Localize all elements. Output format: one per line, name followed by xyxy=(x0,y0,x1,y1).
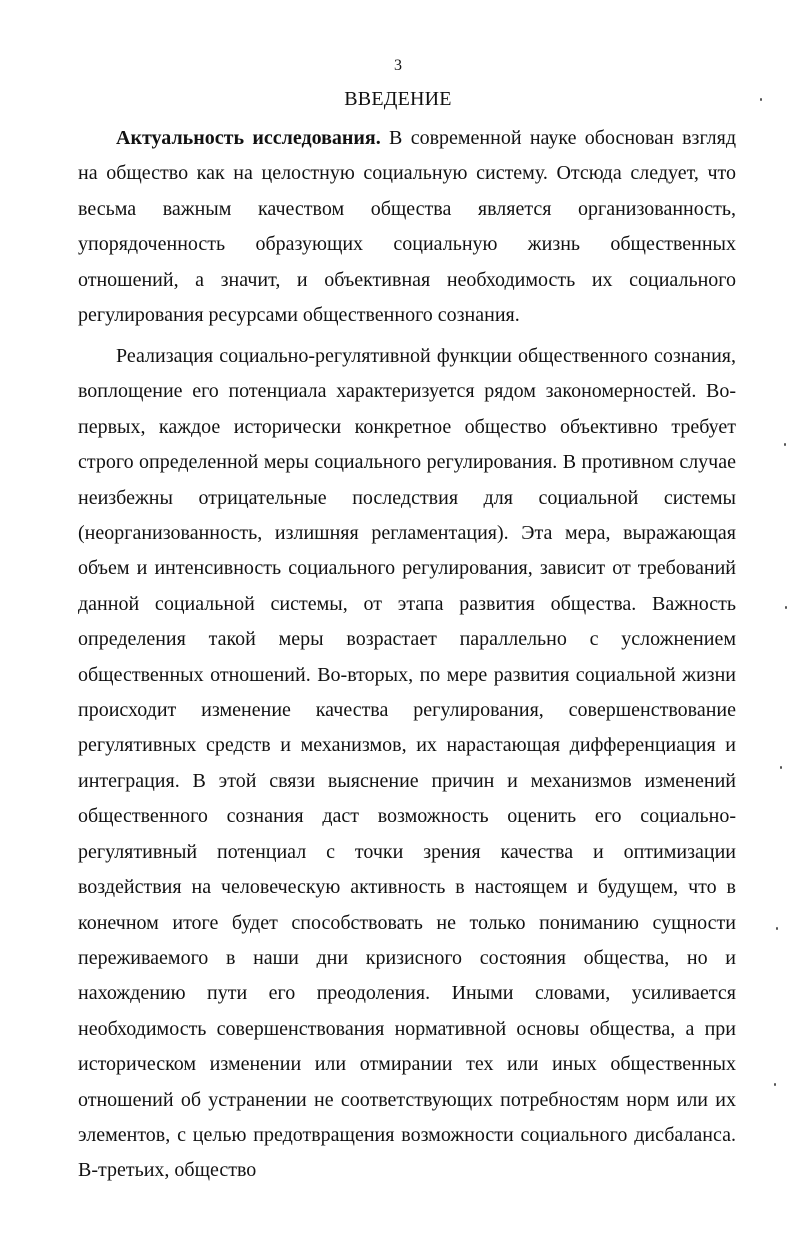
scan-speck xyxy=(785,606,787,609)
page-number: 3 xyxy=(394,57,402,74)
scan-speck xyxy=(774,1083,776,1086)
scan-speck xyxy=(784,443,786,446)
paragraph-1-lead: Актуальность исследования. xyxy=(116,127,381,149)
paragraph-1 xyxy=(78,121,736,333)
scan-speck xyxy=(776,927,778,930)
paragraph-2 xyxy=(78,339,736,1189)
scan-speck xyxy=(780,766,782,769)
section-title: ВВЕДЕНИЕ xyxy=(344,88,452,110)
paragraph-2-text: Реализация социально-регулятивной функции общественного сознания, воплощение его потенциала характеризуется рядом закономерностей. Во-первых, каждое исторически конкретное общество объективно требует строго определенной меры социального регулирования. В противном случае неизбежны отрицательные последствия для социальной системы (неорганизованность, излишняя регламентация). Эта мера, выражающая объем и интенсивность социального регулирования, зависит от требований данной социальной системы, от этапа развития общества. Важность определения такой меры возрастает параллельно с усложнением общественных отношений. Во-вторых, по мере развития социальной жизни происходит изменение качества регулирования, совершенствование регулятивных средств и механизмов, их нарастающая дифференциация и интеграция. В этой связи выяснение причин и механизмов изменений общественного сознания даст возможность оценить его социально-регулятивный потенциал с точки зрения качества и оптимизации воздействия на человеческую активность в настоящем и будущем, что в конечном итоге будет способствовать не только пониманию сущности переживаемого в наши дни кризисного состояния общества, но и нахождению пути его преодоления. Иными словами, усиливается необходимость совершенствования нормативной основы общества, а при историческом изменении или отмирании тех или иных общественных отношений об устранении не соответствующих потребностям норм или их элементов, с целью предотвращения возможности социального дисбаланса. В-третьих, общество xyxy=(78,345,736,1182)
scan-speck xyxy=(760,98,762,101)
paragraph-1-text: В современной науке обоснован взгляд на общество как на целостную социальную систему. Отсюда следует, что весьма важным качеством общества является организованность, упорядоченность образующих социальную жизнь общественных отношений, а значит, и объективная необходимость их социального регулирования ресурсами общественного сознания. xyxy=(78,127,737,327)
